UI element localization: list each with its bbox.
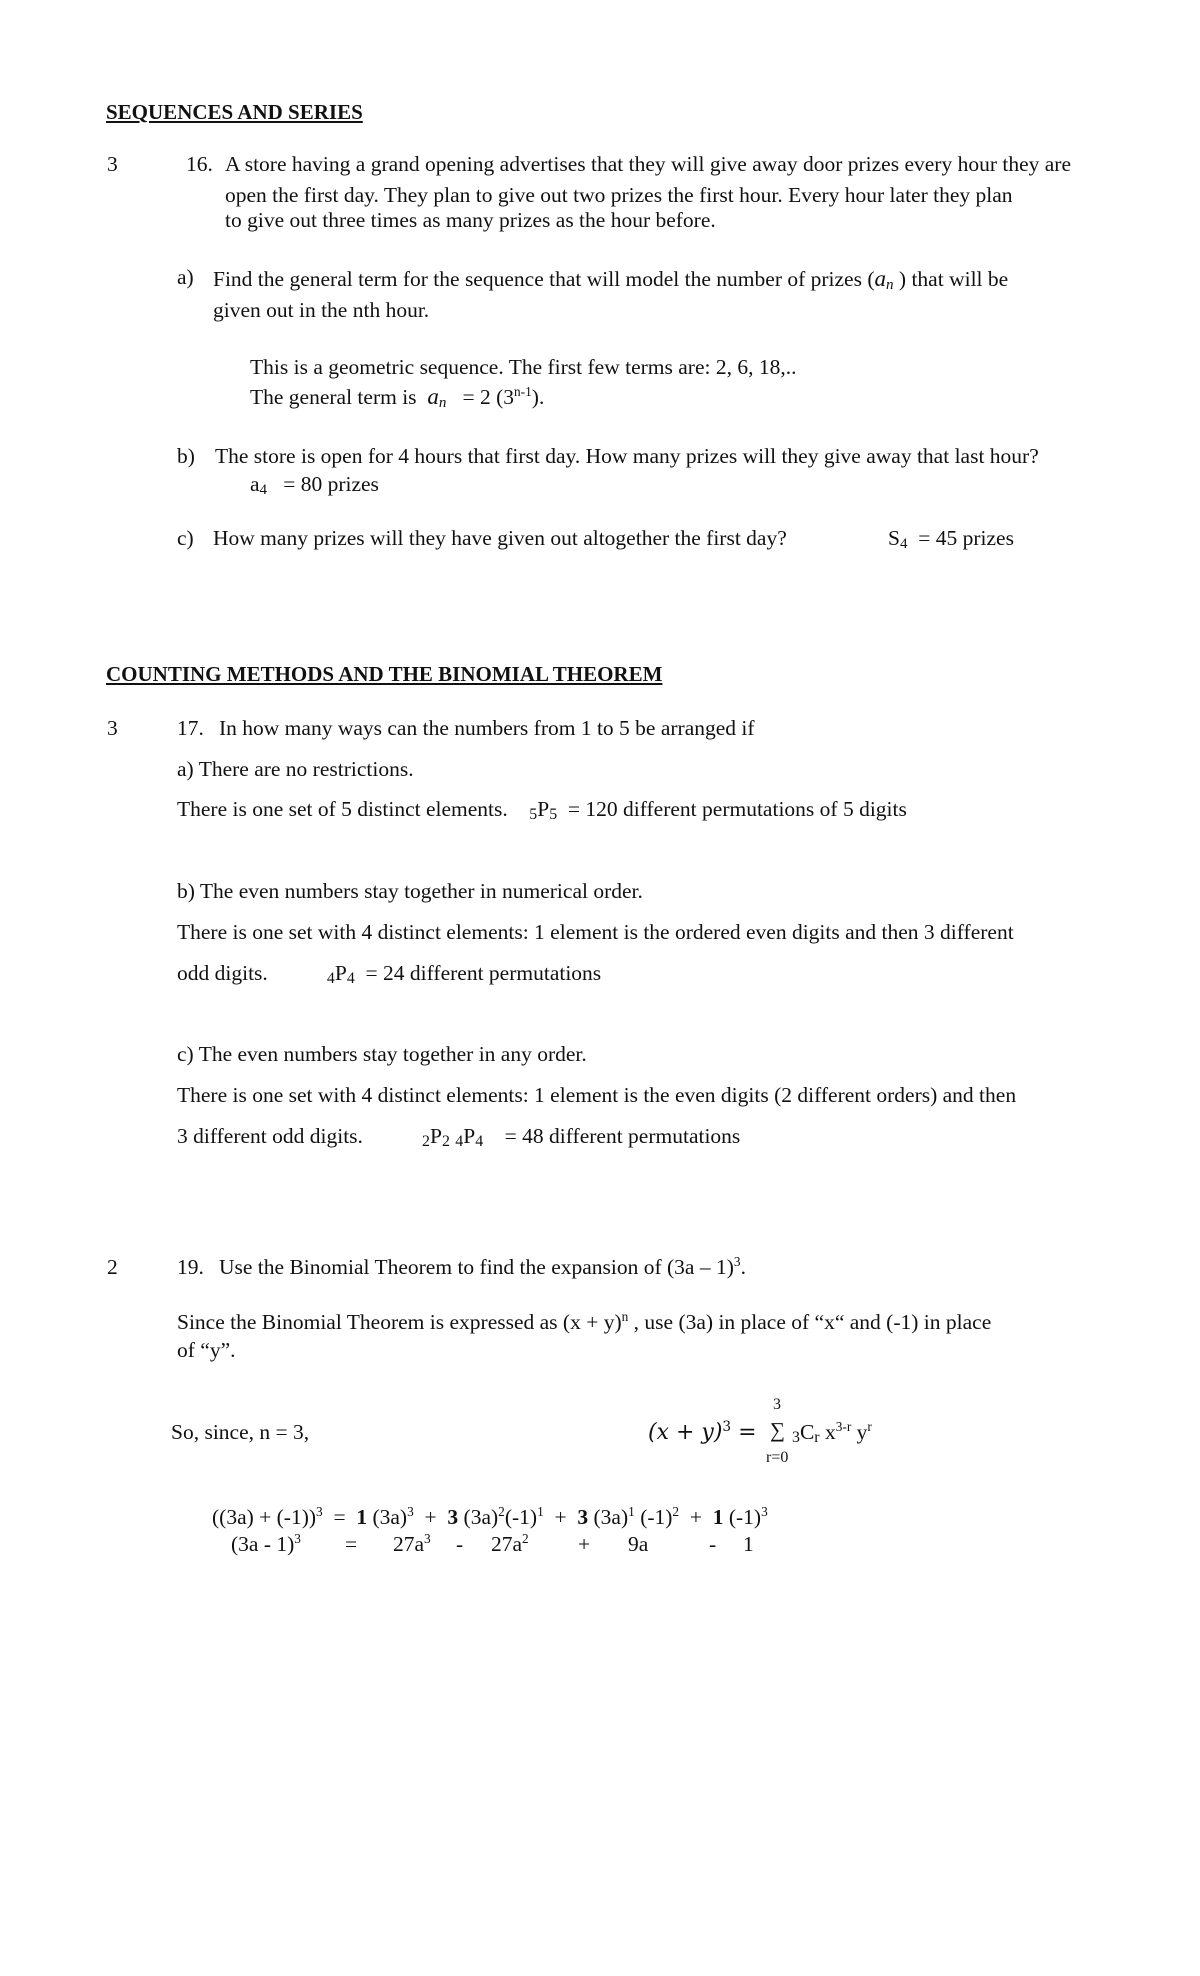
since-line-1-post: , use (3a) in place of “x“ and (-1) in place: [628, 1310, 992, 1334]
exp1-term-2-exp: 2: [498, 1504, 505, 1520]
exp1-term-3b: (-1): [634, 1505, 673, 1529]
answer-17c-line-2-text: 3 different odd digits.: [177, 1124, 363, 1148]
exp2-op-3: -: [709, 1532, 717, 1556]
exp2-eq: =: [345, 1532, 358, 1556]
exp2-term-3: 9a: [628, 1532, 649, 1556]
perm-17c2-p: P: [463, 1124, 476, 1148]
binomial-formula-lhs: [648, 1420, 757, 1446]
part-a-line-2: given out in the nth hour.: [213, 298, 430, 322]
exp1-lhs: ((3a) + (-1)): [212, 1505, 317, 1529]
answer-17c-line-1: There is one set with 4 distinct elements: 1 element is the even digits (2 different orders) and then: [177, 1083, 1017, 1107]
sigma-upper-limit: 3: [773, 1396, 781, 1413]
since-line-1: [177, 1310, 991, 1336]
comb-r: r: [814, 1429, 820, 1447]
exp1-term-4-exp: 3: [761, 1504, 768, 1520]
question-16-line-2: open the first day. They plan to give out two prizes the first hour. Every hour later they plan: [225, 183, 1013, 207]
exp2-term-2-text: 27a: [491, 1532, 523, 1556]
comb-c: C: [799, 1420, 815, 1444]
question-19-stem: [219, 1255, 746, 1281]
part-a-text-pre: Find the general term for the sequence that will model the number of prizes (: [213, 267, 875, 291]
exp1-coef-3: 3: [577, 1505, 589, 1529]
exp1-term-4: (-1): [728, 1505, 762, 1529]
exp2-lhs-text: (3a - 1): [231, 1532, 295, 1556]
perm-17b-r: 4: [346, 970, 355, 988]
answer-16a-line-1: This is a geometric sequence. The first few terms are: 2, 6, 18,..: [250, 355, 797, 379]
exp1-coef-1: 1: [356, 1505, 368, 1529]
comb-x: x: [819, 1420, 836, 1444]
question-number-16: 16.: [186, 152, 213, 176]
part-a-text: [213, 265, 1008, 293]
exp2-lhs-exp: 3: [294, 1531, 301, 1547]
answer-16c-value: = 45 prizes: [918, 526, 1014, 550]
answer-16c-var: S: [888, 526, 900, 550]
answer-17a-post: = 120 different permutations of 5 digits: [567, 797, 907, 821]
section-title-counting: COUNTING METHODS AND THE BINOMIAL THEOREM: [106, 662, 663, 686]
perm-17c1-n: 2: [422, 1133, 430, 1151]
exp2-term-2-exp: 2: [522, 1531, 529, 1547]
answer-general-term-pre: The general term is: [250, 385, 417, 409]
question-16-line-3: to give out three times as many prizes as the hour before.: [225, 208, 716, 232]
since-line-1-pre: Since the Binomial Theorem is expressed as (x + y): [177, 1310, 622, 1334]
exp1-term-1-exp: 3: [407, 1504, 414, 1520]
part-c-label: c): [177, 526, 194, 550]
exp1-plus-2: +: [554, 1505, 567, 1529]
exp1-coef-2: 3: [447, 1505, 459, 1529]
answer-16b-var: a: [250, 472, 260, 496]
exp2-lhs: [231, 1532, 301, 1558]
perm-17c2-r: 4: [475, 1133, 484, 1151]
part-a-label: a): [177, 265, 194, 289]
since-line-1-exp: n: [621, 1309, 629, 1325]
part-17c-text: c) The even numbers stay together in any order.: [177, 1042, 587, 1066]
answer-general-term-exp: n-1: [514, 384, 532, 400]
question-17-stem: In how many ways can the numbers from 1 to 5 be arranged if: [219, 716, 755, 740]
part-a-var-sub: n: [886, 277, 894, 293]
exp1-term-2b-exp: 1: [537, 1504, 544, 1520]
comb-y: y: [851, 1420, 868, 1444]
question-number-17: 17.: [177, 716, 204, 740]
exp1-lhs-exp: 3: [316, 1504, 323, 1520]
part-c-text: How many prizes will they have given out altogether the first day?: [213, 526, 787, 550]
exp2-op-1: -: [456, 1532, 464, 1556]
exp2-term-1: [393, 1532, 431, 1558]
exp1-plus-3: +: [689, 1505, 702, 1529]
sigma-symbol: ∑: [770, 1418, 785, 1442]
answer-17c-post: = 48 different permutations: [504, 1124, 741, 1148]
formula-lhs-exp: 3: [722, 1418, 732, 1435]
answer-17a: [177, 797, 907, 823]
expansion-line-1: [212, 1505, 768, 1531]
question-19-stem-exp: 3: [733, 1254, 741, 1270]
answer-general-term-close: ).: [531, 385, 545, 409]
formula-eq: =: [738, 1420, 757, 1445]
perm-17a-n: 5: [529, 806, 538, 824]
formula-lhs: (x + y): [648, 1420, 723, 1445]
answer-17b-line-2-text: odd digits.: [177, 961, 268, 985]
part-b-text: The store is open for 4 hours that first day. How many prizes will they give away that last hour?: [215, 444, 1039, 468]
exp1-plus-1: +: [424, 1505, 437, 1529]
exp1-term-2: (3a): [463, 1505, 499, 1529]
part-17a-text: a) There are no restrictions.: [177, 757, 414, 781]
answer-17b-line-2: [177, 961, 601, 987]
comb-n: 3: [792, 1429, 800, 1447]
answer-17a-pre: There is one set of 5 distinct elements.: [177, 797, 508, 821]
exp2-term-1-text: 27a: [393, 1532, 425, 1556]
answer-16b-value: = 80 prizes: [283, 472, 379, 496]
answer-16c: [888, 526, 1014, 552]
answer-17b-line-1: There is one set with 4 distinct elements: 1 element is the ordered even digits and then 3 different: [177, 920, 1014, 944]
answer-general-term-eq: = 2 (3: [462, 385, 515, 409]
answer-general-term-var: a: [427, 384, 439, 409]
so-since-text: So, since, n = 3,: [171, 1420, 310, 1444]
exp1-term-1: (3a): [372, 1505, 408, 1529]
sigma-lower-limit: r=0: [766, 1449, 789, 1466]
section-title-sequences: SEQUENCES AND SERIES: [106, 100, 363, 124]
perm-17b-p: P: [334, 961, 347, 985]
perm-17c1-r: 2: [441, 1133, 450, 1151]
exp2-term-4: 1: [743, 1532, 754, 1556]
question-19-stem-pre: Use the Binomial Theorem to find the expansion of (3a – 1): [219, 1255, 734, 1279]
perm-17a-p: P: [537, 797, 550, 821]
exp1-term-3-exp: 1: [628, 1504, 635, 1520]
question-mark-19: 2: [107, 1255, 118, 1279]
exp1-term-2b: (-1): [504, 1505, 538, 1529]
binomial-term: [792, 1420, 872, 1446]
comb-x-exp: 3-r: [835, 1419, 852, 1435]
answer-16b: [250, 472, 379, 498]
part-17b-text: b) The even numbers stay together in numerical order.: [177, 879, 643, 903]
answer-16a-line-2: [250, 383, 544, 411]
perm-17b-n: 4: [326, 970, 335, 988]
part-a-var: a: [874, 266, 887, 291]
comb-y-exp: r: [867, 1419, 872, 1435]
perm-17a-r: 5: [549, 806, 558, 824]
answer-17c-line-2: [177, 1124, 740, 1150]
exp1-term-3b-exp: 2: [672, 1504, 680, 1520]
answer-17b-post: = 24 different permutations: [365, 961, 602, 985]
exp1-term-3: (3a): [593, 1505, 629, 1529]
question-16-line-1: A store having a grand opening advertises that they will give away door prizes every hour they are: [225, 152, 1071, 176]
exp2-term-1-exp: 3: [424, 1531, 431, 1547]
exp1-eq: =: [333, 1505, 346, 1529]
exp2-term-2: [491, 1532, 529, 1558]
question-number-19: 19.: [177, 1255, 204, 1279]
question-19-stem-post: .: [740, 1255, 746, 1279]
exp2-op-2: +: [578, 1532, 591, 1556]
part-a-text-post: ) that will be: [898, 267, 1009, 291]
question-mark-16: 3: [107, 152, 118, 176]
part-b-label: b): [177, 444, 195, 468]
question-mark-17: 3: [107, 716, 118, 740]
perm-17c1-p: P: [430, 1124, 442, 1148]
answer-16c-sub: 4: [899, 536, 908, 552]
answer-16b-sub: 4: [259, 482, 268, 498]
perm-17c2-n: 4: [455, 1133, 464, 1151]
since-line-2: of “y”.: [177, 1338, 236, 1362]
exp1-coef-4: 1: [712, 1505, 724, 1529]
answer-general-term-sub: n: [438, 395, 447, 411]
